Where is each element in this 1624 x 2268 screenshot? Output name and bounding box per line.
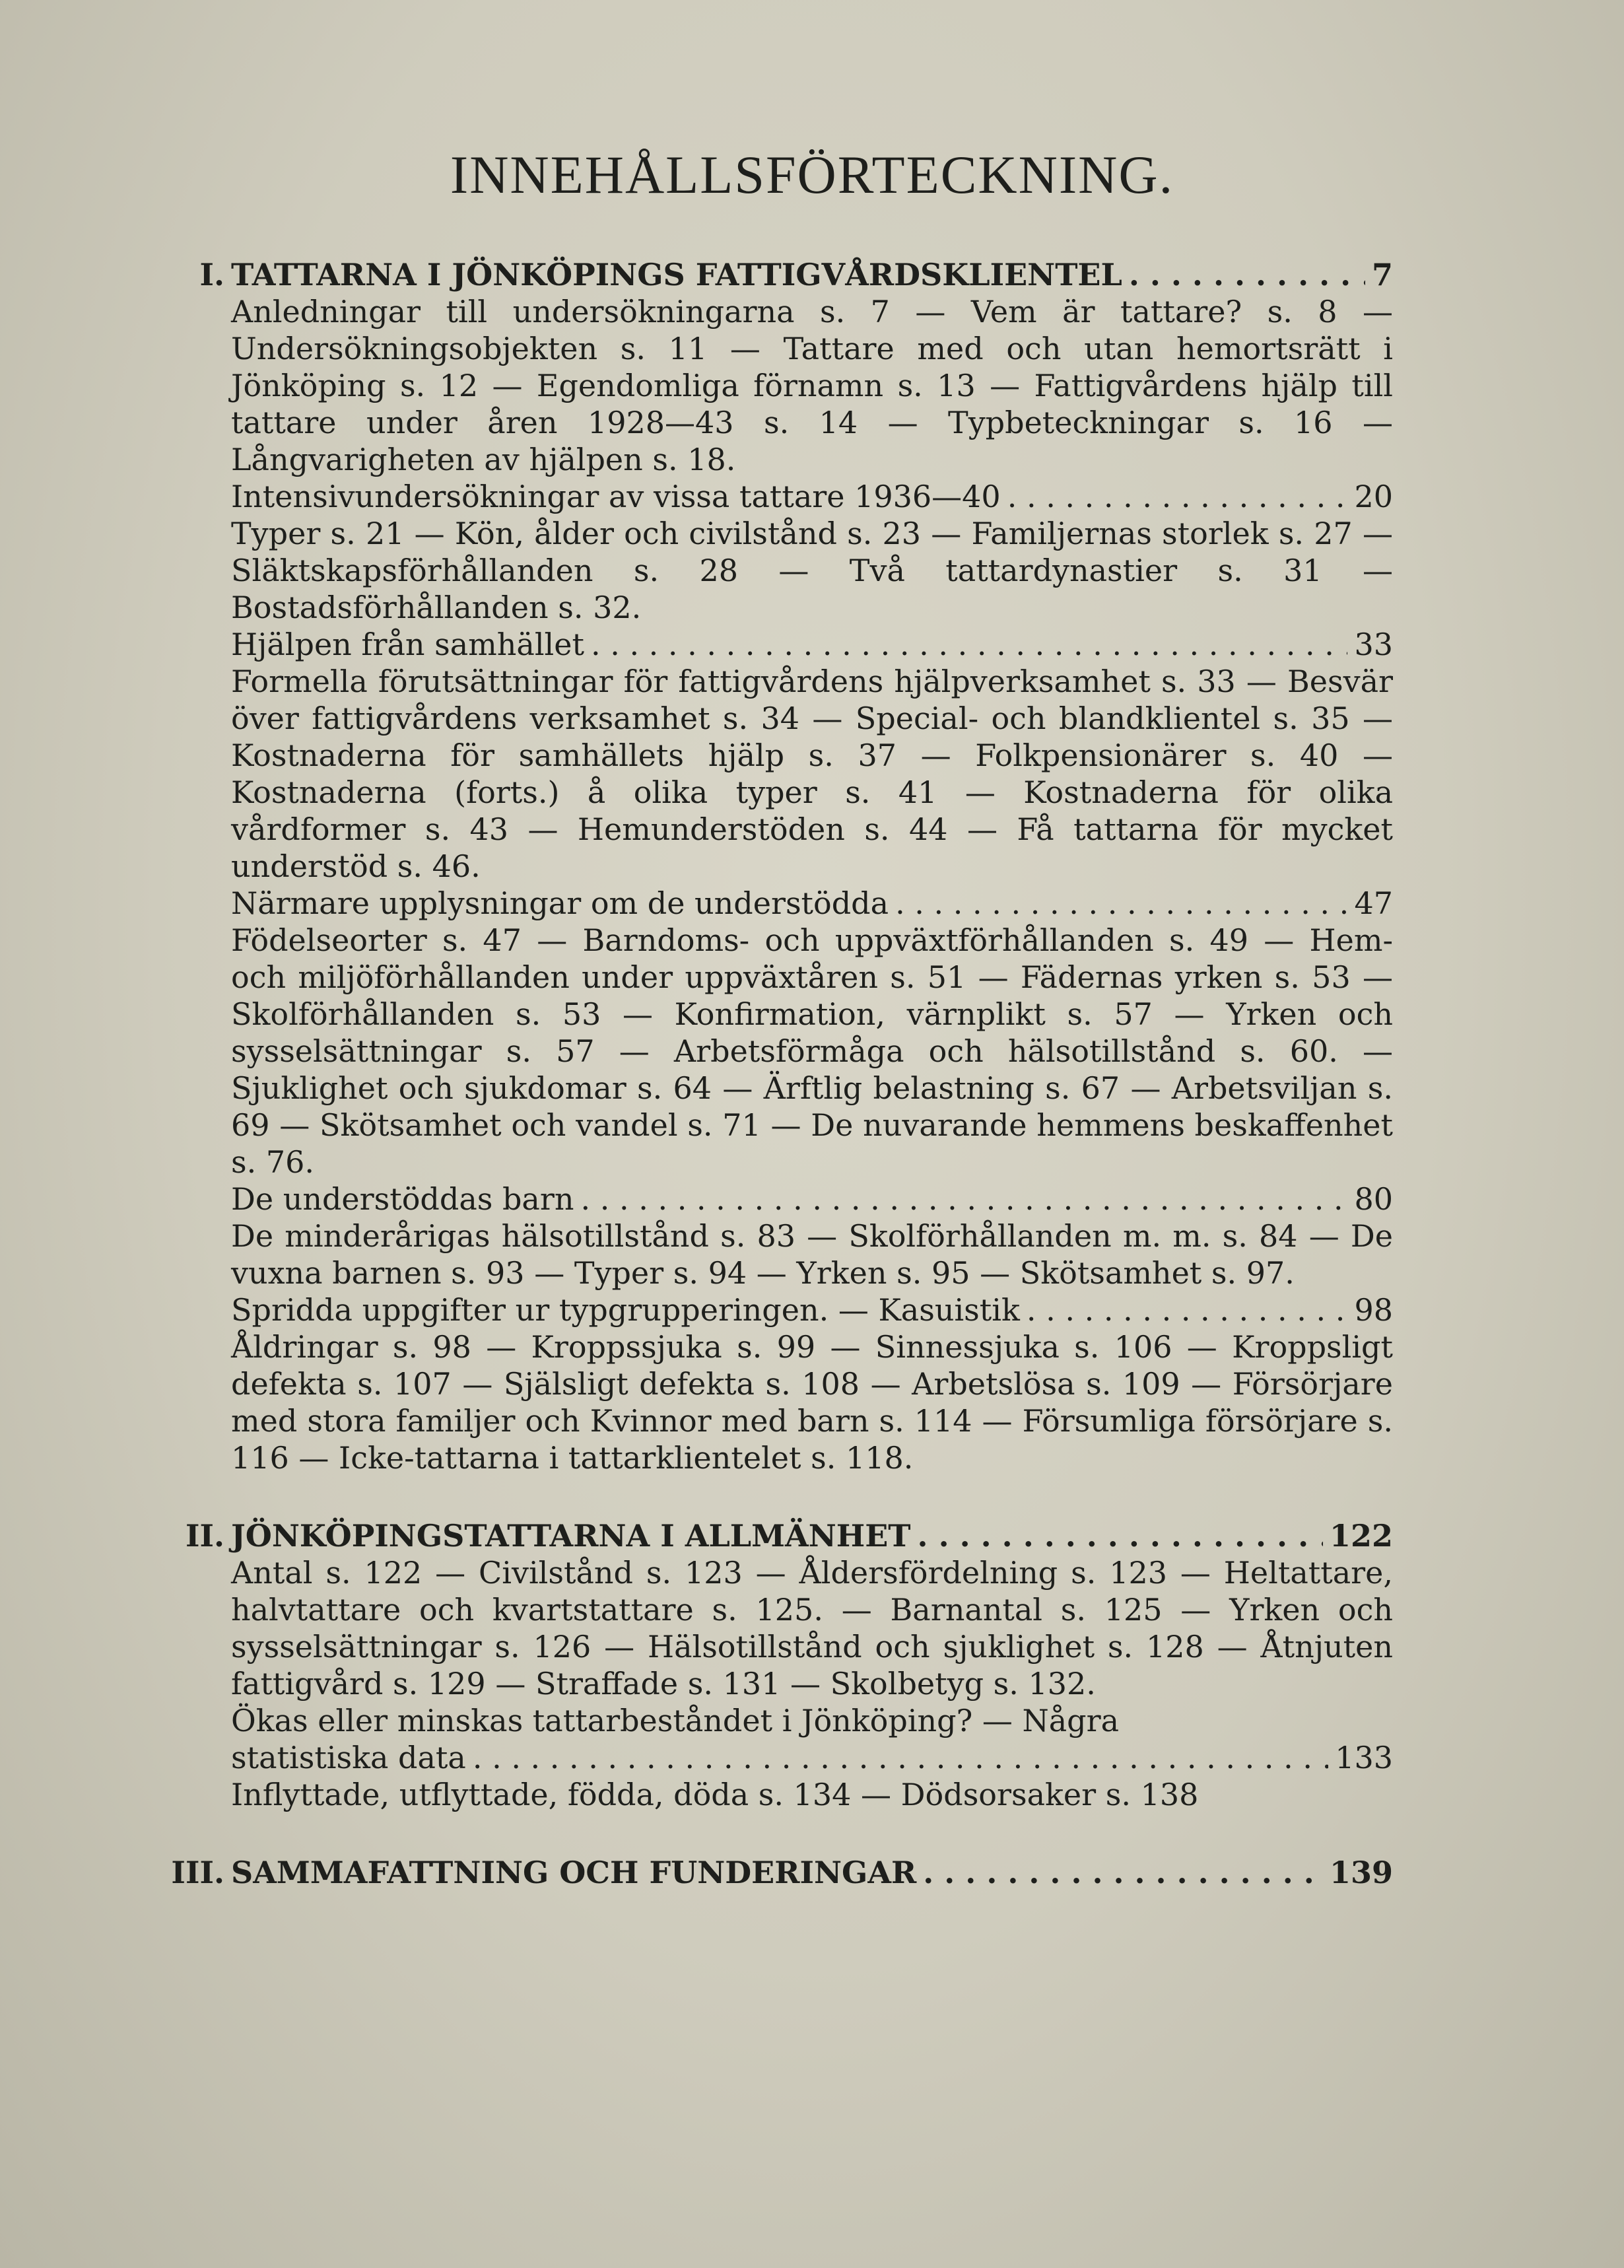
dot-leader: [918, 1517, 1323, 1554]
toc-entry: [231, 256, 1393, 478]
page-number: 122: [1329, 1518, 1393, 1554]
page-number: 33: [1354, 627, 1393, 662]
entry-heading-line: [231, 1291, 1393, 1328]
entry-description: De minderårigas hälsotillstånd s. 83 — Skolförhållanden m. m. s. 84 — De vuxna barnen s. 93 — Typer s. 94 — Yrken s. 95 — Skötsamhet s. 97.: [231, 1218, 1393, 1291]
entry-description: Anledningar till undersökningarna s. 7 — Vem är tattare? s. 8 — Undersökningsobjekten s. 11 — Tattare med och utan hemortsrätt i Jönköping s. 12 — Egendomliga förnamn s. 13 — Fattigvårdens hjälp till tattare under åren 1928—43 s. 14 — Typbeteckningar s. 16 — Långvarigheten av hjälpen s. 18.: [231, 294, 1393, 477]
section-body: [231, 256, 1393, 1476]
dot-leader: [895, 885, 1347, 922]
entry-description: Formella förutsättningar för fattigvårdens hjälpverksamhet s. 33 — Besvär över fattigvårdens verksamhet s. 34 — Special- och blandklientel s. 35 — Kostnaderna för samhällets hjälp s. 37 — Folkpensionärer s. 40 — Kostnaderna (forts.) å olika typer s. 41 — Kostnaderna för olika vårdformer s. 43 — Hemunderstöden s. 44 — Få tattarna för mycket understöd s. 46.: [231, 664, 1393, 884]
entry-heading: Närmare upplysningar om de understödda: [231, 885, 889, 921]
entry-description: Typer s. 21 — Kön, ålder och civilstånd s. 23 — Familjernas storlek s. 27 — Släktskapsförhållanden s. 28 — Två tattardynastier s. 31 — Bostadsförhållanden s. 32.: [231, 516, 1393, 625]
toc-entry: [231, 1702, 1393, 1813]
dot-leader: [923, 1854, 1323, 1891]
dot-leader: [473, 1739, 1328, 1776]
toc-entry: [231, 478, 1393, 626]
section-body: [231, 1854, 1393, 1891]
entry-heading: statistiska data: [231, 1740, 466, 1775]
page-number: 80: [1354, 1181, 1393, 1217]
toc-entry: [231, 1291, 1393, 1476]
toc-section: [125, 256, 1479, 1476]
page-number: 7: [1371, 257, 1393, 292]
dot-leader: [591, 626, 1348, 663]
entry-heading-line: [231, 478, 1393, 515]
page-number: 98: [1354, 1292, 1393, 1328]
entry-heading: Hjälpen från samhället: [231, 627, 584, 662]
entry-heading-line: [231, 885, 1393, 922]
dot-leader: [1007, 478, 1348, 515]
toc-entry: [231, 1181, 1393, 1291]
entry-heading-line: [231, 1854, 1393, 1891]
toc-section: [125, 1517, 1479, 1813]
entry-description: Åldringar s. 98 — Kroppssjuka s. 99 — Sinnessjuka s. 106 — Kroppsligt defekta s. 107 — Själsligt defekta s. 108 — Arbetslösa s. 109 — Försörjare med stora familjer och Kvinnor med barn s. 114 — Försumliga försörjare s. 116 — Icke-tattarna i tattarklientelet s. 118.: [231, 1329, 1393, 1476]
table-of-contents: [125, 256, 1479, 1932]
toc-section: [125, 1854, 1479, 1891]
entry-description: Antal s. 122 — Civilstånd s. 123 — Åldersfördelning s. 123 — Heltattare, halvtattare och kvartstattare s. 125. — Barnantal s. 125 — Yrken och sysselsättningar s. 126 — Hälsotillstånd och sjuklighet s. 128 — Åtnjuten fattigvård s. 129 — Straffade s. 131 — Skolbetyg s. 132.: [231, 1555, 1393, 1701]
dot-leader: [1027, 1291, 1348, 1328]
entry-description: Födelseorter s. 47 — Barndoms- och uppväxtförhållanden s. 49 — Hem- och miljöförhållanden under uppväxtåren s. 51 — Fädernas yrken s. 53 — Skolförhållanden s. 53 — Konfirmation, värnplikt s. 57 — Yrken och sysselsättningar s. 57 — Arbetsförmåga och hälsotillstånd s. 60. — Sjuklighet och sjukdomar s. 64 — Ärftlig belastning s. 67 — Arbetsviljan s. 69 — Skötsamhet och vandel s. 71 — De nuvarande hemmens beskaffenhet s. 76.: [231, 922, 1393, 1180]
entry-heading: SAMMAFATTNING OCH FUNDERINGAR: [231, 1855, 917, 1890]
entry-heading: Intensivundersökningar av vissa tattare 1936—40: [231, 479, 1001, 514]
dot-leader: [580, 1181, 1347, 1218]
dot-leader: [1129, 256, 1365, 293]
entry-heading: Spridda uppgifter ur typgrupperingen. — Kasuistik: [231, 1292, 1020, 1328]
entry-heading-line: [231, 1517, 1393, 1554]
section-number: II.: [185, 1518, 224, 1554]
entry-heading: De understöddas barn: [231, 1181, 574, 1217]
toc-entry: [231, 1517, 1393, 1702]
toc-entry: [231, 885, 1393, 1181]
entry-description: Inflyttade, utflyttade, födda, döda s. 134 — Dödsorsaker s. 138: [231, 1777, 1199, 1812]
entry-heading: TATTARNA I JÖNKÖPINGS FATTIGVÅRDSKLIENTEL: [231, 257, 1122, 292]
toc-entry: [231, 1854, 1393, 1891]
page-number: 20: [1354, 479, 1393, 514]
page-number: 133: [1335, 1740, 1393, 1775]
entry-heading-line: [231, 256, 1393, 293]
page-title: INNEHÅLLSFÖRTECKNING.: [450, 145, 1174, 205]
section-body: [231, 1517, 1393, 1813]
section-number: III.: [171, 1855, 224, 1890]
toc-entry: [231, 626, 1393, 885]
entry-heading: JÖNKÖPINGSTATTARNA I ALLMÄNHET: [231, 1518, 911, 1554]
entry-heading-line: [231, 626, 1393, 663]
entry-heading-line: [231, 1739, 1393, 1776]
entry-heading-line: [231, 1181, 1393, 1218]
page-number: 47: [1354, 885, 1393, 921]
entry-heading-prefix: Ökas eller minskas tattarbeståndet i Jönköping? — Några: [231, 1703, 1120, 1738]
page-number: 139: [1329, 1855, 1393, 1890]
section-number: I.: [199, 257, 224, 292]
